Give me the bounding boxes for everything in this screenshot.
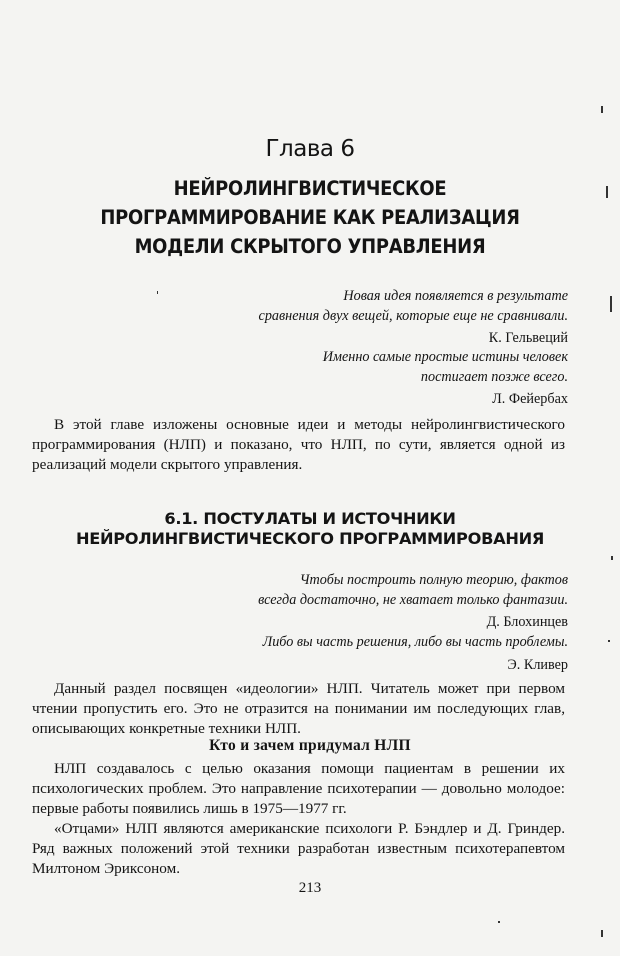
epigraph-quote-line: сравнения двух вещей, которые еще не сравнивали. [258, 307, 568, 324]
section-title [0, 509, 620, 549]
paragraph: «Отцами» НЛП являются американские психологи Р. Бэндлер и Д. Гриндер. Ряд важных положений этой техники разработан известным психотерапевтом Милтоном Эриксоном. [32, 820, 565, 877]
scan-speck [606, 186, 608, 198]
section-title-line: 6.1. ПОСТУЛАТЫ И ИСТОЧНИКИ [164, 509, 456, 528]
chapter-intro [32, 415, 565, 475]
epigraph-author: Э. Кливер [507, 656, 568, 673]
scan-speck [157, 291, 158, 294]
subsection-body [32, 759, 565, 879]
epigraph-author: Л. Фейербах [492, 391, 568, 407]
scan-speck [608, 640, 610, 642]
chapter-title-line: МОДЕЛИ СКРЫТОГО УПРАВЛЕНИЯ [134, 235, 486, 258]
chapter-title-line: НЕЙРОЛИНГВИСТИЧЕСКОЕ [173, 177, 447, 200]
scan-speck [601, 106, 603, 113]
chapter-title-line: ПРОГРАММИРОВАНИЕ КАК РЕАЛИЗАЦИЯ [100, 206, 520, 229]
chapter-epigraph-2 [188, 348, 568, 410]
scan-speck [611, 556, 613, 560]
section-epigraph-2 [188, 633, 568, 675]
chapter-label: Глава 6 [265, 136, 355, 162]
chapter-title [71, 174, 549, 261]
paragraph: Данный раздел посвящен «идеологии» НЛП. Читатель может при первом чтении пропустить его. Это не отразится на понимании им последующих глав, описывающих конкретные техники НЛП. [32, 680, 565, 737]
chapter-epigraph-1 [188, 287, 568, 349]
epigraph-quote-line: постигает позже всего. [420, 368, 568, 385]
epigraph-author: Д. Блохинцев [486, 614, 568, 630]
epigraph-quote-line: Новая идея появляется в результате [343, 288, 568, 304]
scan-speck [610, 296, 612, 312]
section-intro [32, 679, 565, 739]
epigraph-quote-line: Именно самые простые истины человек [322, 349, 568, 365]
section-epigraph-1 [188, 571, 568, 633]
scan-speck [498, 921, 500, 923]
scan-speck [601, 930, 603, 937]
epigraph-quote-line: Либо вы часть решения, либо вы часть проблемы. [262, 634, 568, 650]
epigraph-quote-line: Чтобы построить полную теорию, фактов [299, 572, 568, 588]
epigraph-author: К. Гельвеций [488, 330, 568, 346]
subsection-title: Кто и зачем придумал НЛП [209, 737, 411, 754]
section-title-line: НЕЙРОЛИНГВИСТИЧЕСКОГО ПРОГРАММИРОВАНИЯ [75, 529, 544, 548]
paragraph: НЛП создавалось с целью оказания помощи пациентам в решении их психологических проблем. Это направление психотерапии — довольно молодое: первые работы появились лишь в 1975—1977 гг. [32, 760, 565, 817]
page-number: 213 [298, 880, 322, 896]
epigraph-quote-line: всегда достаточно, не хватает только фантазии. [258, 591, 568, 608]
paragraph: В этой главе изложены основные идеи и методы нейролингвистического программирования (НЛП) и показано, что НЛП, по сути, является одной из реализаций модели скрытого управления. [32, 416, 565, 473]
